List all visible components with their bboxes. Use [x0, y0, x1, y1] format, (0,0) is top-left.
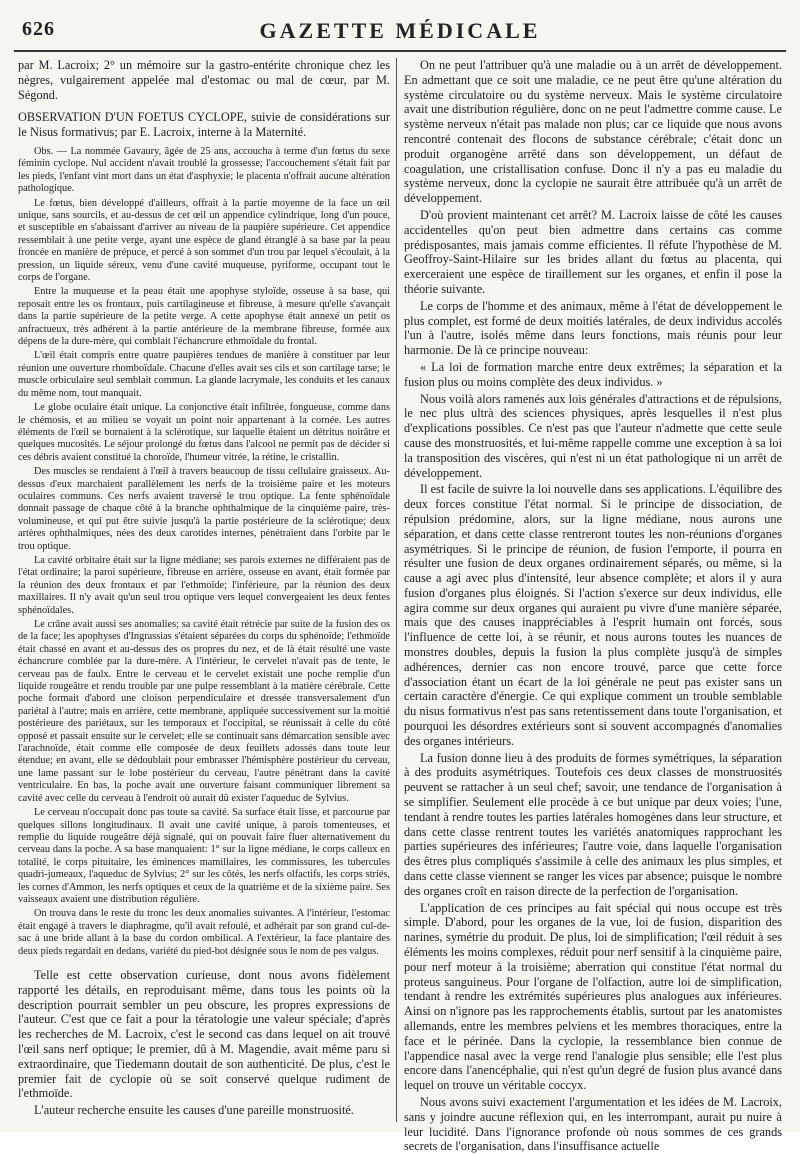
theory-text [404, 58, 782, 1154]
paragraph: D'où provient maintenant cet arrêt? M. Lacroix laisse de côté les causes accidentelles qu'on peut bien admettre dans certains cas comme prédisposantes, mais jamais comme efficientes. Il réfute l'hypothèse de M. Geoffroy-Saint-Hilaire sur les brides allant du fœtus au placenta, qui exerceraient une espèce de tiraillement sur les organes, et enfin il pose la théorie suivante. [404, 207, 782, 296]
paragraph: Il est facile de suivre la loi nouvelle dans ses applications. L'équilibre des deux forces constitue l'état normal. Si le principe de dissociation, de répulsion prédomine, alors, sur la ligne médiane, nous aurons une séparation, et dans cette classe rentreront toutes les non-réunions d'organes asymétriques. Si le principe de réunion, de fusion l'emporte, il pourra en résulter une fusion de deux organes ordinairement séparés, ou même, si la cause a agi avec plus d'intensité, leur absence complète; et alors il y aura fusion d'organes plus éloignés. Si l'action s'exerce sur deux individus, elle agira comme sur deux organes qui auraient pu vivre d'une manière séparée, mais que des causes inappréciables à l'esprit humain ont forcés, sous l'influence de cette loi, à se réunir, et nous aurons toutes les nuances de monstres doubles, depuis la fusion la plus complète jusqu'à de simples adhérences, dernier cas non encore trouvé, parce que cette force d'association étant un écart de la loi générale ne peut pas exister sans un certain caractère d'énergie. Ce qui explique comment un trouble semblable du nisus formativus n'est pas sans retentissement dans toute l'organisation, et pourquoi les désordres extérieurs sont si souvent accompagnés d'anomalies des organes intérieurs. [404, 482, 782, 748]
left-column [18, 58, 390, 1122]
commentary-text [18, 968, 390, 1118]
intro-paragraph: par M. Lacroix; 2° un mémoire sur la gastro-entérite chronique chez les nègres, vulgairement appelée mal d'estomac ou mal de cœur, par M. Ségond. [18, 58, 390, 102]
article-heading: OBSERVATION D'UN FOETUS CYCLOPE, suivie de considérations sur le Nisus formativus; par E. Lacroix, interne à la Maternité. [18, 110, 390, 140]
paragraph: La fusion donne lieu à des produits de formes symétriques, la séparation à des produits asymétriques. Toutefois ces deux classes de monstruosités peuvent se rattacher à un seul chef; savoir, une tendance de l'organisation à se simplifier. Seulement elle procède à ce but unique par deux voies; l'une, tendant à rendre toutes les parties latérales homogènes dans leur structure, et dans cette classe rentrent toutes les variétés anatomiques rapprochant les parties supérieures des inférieures; l'autre voie, dans laquelle l'organisation des êtres plus compliqués s'assimile à celle des animaux les plus simples, et dans cette classe viennent se ranger les vices par absence; puisque le nombre des organes croît en raison directe de la perfection de l'organisation. [404, 750, 782, 898]
column-divider [396, 58, 397, 1122]
paragraph: Des muscles se rendaient à l'œil à travers beaucoup de tissu cellulaire graisseux. Au-dessus d'eux marchaient parallèlement les nerfs de la troisième paire et les moteurs oculaires communs. Ces nerfs avaient traversé le trou optique. La fente sphénoïdale donnait passage de chaque côté à la branche ophthalmique de la cinquième paire, très-volumineuse, et qui put être suivie jusqu'à la partie postérieure de la sclérotique; deux artères ophthalmiques, nées des deux carotides internes, pénétraient dans l'orbite par le trou optique. [18, 466, 390, 552]
paragraph: On ne peut l'attribuer qu'à une maladie ou à un arrêt de développement. En admettant que ce soit une maladie, ce ne peut être qu'une altération du système circulatoire ou du système nerveux. Mais le système circulatoire avait une distribution régulière, donc on ne peut l'admettre comme cause. Le système nerveux n'était pas malade non plus; car ce liquide que nous avons rencontré contenait des flocons de substance cérébrale; c'était donc un produit organogène arrêté dans son développement, un défaut de coagulation, une cristallisation confuse. Donc il n'y a pas eu maladie du système nerveux, donc la cyclopie ne saurait être attribuée qu'à un arrêt de développement. [404, 58, 782, 206]
paragraph: Obs. — La nommée Gavaury, âgée de 25 ans, accoucha à terme d'un fœtus du sexe féminin cyclope. Nul accident n'avait troublé la grossesse; l'accouchement s'était fait par les pieds, l'enfant vint mort dans un état d'asphyxie; le placenta n'offrait aucune altération pathologique. [18, 145, 390, 195]
paragraph: Le corps de l'homme et des animaux, même à l'état de développement le plus complet, est formé de deux moitiés latérales, de deux individus accolés l'un à l'autre, isolés même dans leurs fonctions, mais réunis pour leur harmonie. De là ce principe nouveau: [404, 298, 782, 358]
paragraph: L'application de ces principes au fait spécial qui nous occupe est très simple. D'abord, pour les organes de la vue, loi de fusion, disparition des narines, symétrie du produit. De plus, loi de simplification; l'œil réduit à ses éléments les moins complexes, réduit pour nerf sensitif à la cinquième paire, pour nerf moteur à la troisième; aberration qui constitue l'état normal du proteus sanguineus. Pour l'organe de l'olfaction, autre loi de simplification, tendant à rendre les extrémités supérieures plus analogues aux inférieures. Ainsi on n'ignore pas les rapprochements établis, surtout par les anatomistes allemands, entre les membres pelviens et les membres thoraciques, entre la face et le périnée. Dans la cyclopie, la ressemblance bien connue de l'appendice nasal avec la verge rend l'analogie plus sensible; elle l'est plus encore dans l'anencéphalie, qui n'est qu'un degré de fusion plus avancé dans lequel on trouve un véritable coccyx. [404, 900, 782, 1093]
page-header [14, 14, 786, 52]
paragraph: La cavité orbitaire était sur la ligne médiane; ses parois externes ne différaient pas de l'état ordinaire; la paroi supérieure, fibreuse en arrière, osseuse en avant, était formée par la réunion des deux frontaux et par l'ethmoïde; l'inférieure, par la réunion des deux maxillaires. Il n'y avait qu'un seul trou optique vers lequel convergeaient les deux fentes sphénoïdales. [18, 554, 390, 616]
paragraph: On trouva dans le reste du tronc les deux anomalies suivantes. A l'intérieur, l'estomac était engagé à travers le diaphragme, qu'il avait refoulé, et adhérait par son grand cul-de-sac à une bride allant à la base du cordon ombilical. A l'extérieur, la face plantaire des deux pieds regardait en dedans, variété du pied-bot désignée sous le nom de pes valgus. [18, 908, 390, 957]
paragraph: L'auteur recherche ensuite les causes d'une pareille monstruosité. [34, 1103, 354, 1118]
page-number: 626 [22, 18, 55, 40]
paragraph: Le fœtus, bien développé d'ailleurs, offrait à la partie moyenne de la face un œil unique, sans sourcils, et au-dessus de cet œil un appendice cylindrique, long d'un pouce, et susceptible en s'abaissant d'arriver au niveau de la paupière supérieure. Cet appendice ressemblait à une petite verge, ayant une espèce de gland étranglé à sa base par la peau froncée en manière de prépuce, et percé à son sommet d'un trou par lequel s'écoulait, à la pression, un liquide séreux, venu d'une cavité muqueuse, pyriforme, occupant tout le corps de l'organe. [18, 197, 390, 284]
paragraph: Le cerveau n'occupait donc pas toute sa cavité. Sa surface était lisse, et parcourue par quelques sillons longitudinaux. Il avait une cavité unique, à parois tomenteuses, et remplie du liquide rougeâtre déjà signalé, qui on pouvait faire fluer alternativement du cerveau dans la poche. A sa base manquaient: 1° sur la ligne médiane, le corps calleux en totalité, le corps pituitaire, les éminences mamillaires, les commissures, les tubercules quadri-jumeaux, l'aqueduc de Sylvius; 2° sur les côtés, les nerfs olfactifs, les corps striés, les cornes d'Ammon, les nerfs optiques et ceux de la quatrième et de la sixième paire. Ses vaisseaux avaient une distribution régulière. [18, 807, 390, 905]
journal-title: GAZETTE MÉDICALE [259, 18, 541, 43]
paragraph: Le crâne avait aussi ses anomalies; sa cavité était rétrécie par suite de la fusion des os de la face; les apophyses d'Ingrassias s'étaient séparées du corps du sphénoïde; l'ethmoïde était chassé en avant et au-dessus des os propres du nez, et de là était résulté une vaste échancrure comblée par la dure-mère. A l'intérieur, le cervelet n'avait pas de tente, le cerveau pas de faulx. Entre le cerveau et le cervelet existait une poche remplie d'un liquide rougeâtre et rendu trouble par une pulpe ressemblant à la matière cérébrale. Cette poche formait d'abord une cloison perpendiculaire et dressée transversalement d'un pariétal à l'autre; mais en arrière, cette membrane, appliquée successivement sur la moitié postérieure des pariétaux, sur les temporaux et l'occipital, se réunissait à celle du côté opposé et passait ensuite sur le cervelet; elle se continuait sans démarcation sensible avec l'arachnoïde, était comme elle composée de deux feuillets adossés dans toute leur étendue; en avant, elle se dédoublait pour embrasser l'hémisphère postérieur du cerveau, une lame passant sur le lobe postérieur du cerveau, l'autre pénétrant dans la cavité ventriculaire. En bas, la poche avait une ouverture faisant communiquer librement sa cavité avec celle du cerveau à l'endroit où aurait dû exister l'aqueduc de Sylvius. [18, 619, 390, 804]
paragraph: Telle est cette observation curieuse, dont nous avons fidèlement rapporté les détails, en reproduisant même, dans tous les points où la description pourrait sembler un peu obscure, les propres expressions de l'auteur. C'est que ce fait a pour la tératologie une valeur spéciale; d'après les recherches de M. Lacroix, c'est le second cas dans lequel on ait trouvé l'œil sans nerf optique; le premier, dû à M. Magendie, avait même paru si extraordinaire, que Tiedemann doutait de son authenticité. De plus, c'est le premier fait de cyclopie où se soit conservé quelque rudiment de l'ethmoïde. [18, 967, 390, 1101]
paragraph: Entre la muqueuse et la peau était une apophyse styloïde, osseuse à sa base, qui reposait entre les os frontaux, puis cartilagineuse et fibreuse, à mesure qu'elle s'avançait dans la partie supérieure de la petite verge. A cette apophyse était annexé un petit os anfractueux, très adhérent à la partie antérieure de la membrane fibreuse, formée aux dépens de la dure-mère, qui comblait l'échancrure ethmoïdale du frontal. [18, 286, 390, 348]
paragraph: Nous avons suivi exactement l'argumentation et les idées de M. Lacroix, sans y joindre aucune réflexion qui, en les interrompant, aurait pu nuire à leur lucidité. Dans l'ignorance profonde où nous sommes de ces grands secrets de l'organisation, dans l'insuffisance actuelle [404, 1094, 782, 1154]
paragraph: Nous voilà alors ramenés aux lois générales d'attractions et de répulsions, le nec plus ultrà des sciences physiques, après lesquelles il n'est plus d'explications possibles. Ce n'est pas que l'auteur n'admette que cette seule cause des monstruosités, et lui-même rappelle comme une exception à sa loi la transposition des viscères, qui n'est ni un état pathologique ni un arrêt de développement. [404, 391, 782, 480]
observation-text [18, 146, 390, 958]
paragraph: « La loi de formation marche entre deux extrêmes; la séparation et la fusion plus ou moins complète des deux individus. » [404, 359, 782, 389]
paragraph: Le globe oculaire était unique. La conjonctive était infiltrée, fongueuse, comme dans le chémosis, et au milieu se voyait un point noir appartenant à la cornée. Les autres éléments de l'œil se bornaient à la sclérotique, sur laquelle étaient un détritus noirâtre et quelques mucosités. Le séjour prolongé du fœtus dans l'alcool ne permit pas de décider si ces débris avaient constitué la choroïde, l'humeur vitrée, la rétine, le cristallin. [18, 402, 390, 463]
paragraph: L'œil était compris entre quatre paupières tendues de manière à constituer par leur réunion une ouverture rhomboïdale. Chacune d'elles avait ses cils et son cartilage tarse; le muscle orbiculaire seul semblait commun. La glande lacrymale, les conduits et les canaux du même nom, tout manquait. [18, 350, 390, 399]
right-column [404, 58, 782, 1154]
